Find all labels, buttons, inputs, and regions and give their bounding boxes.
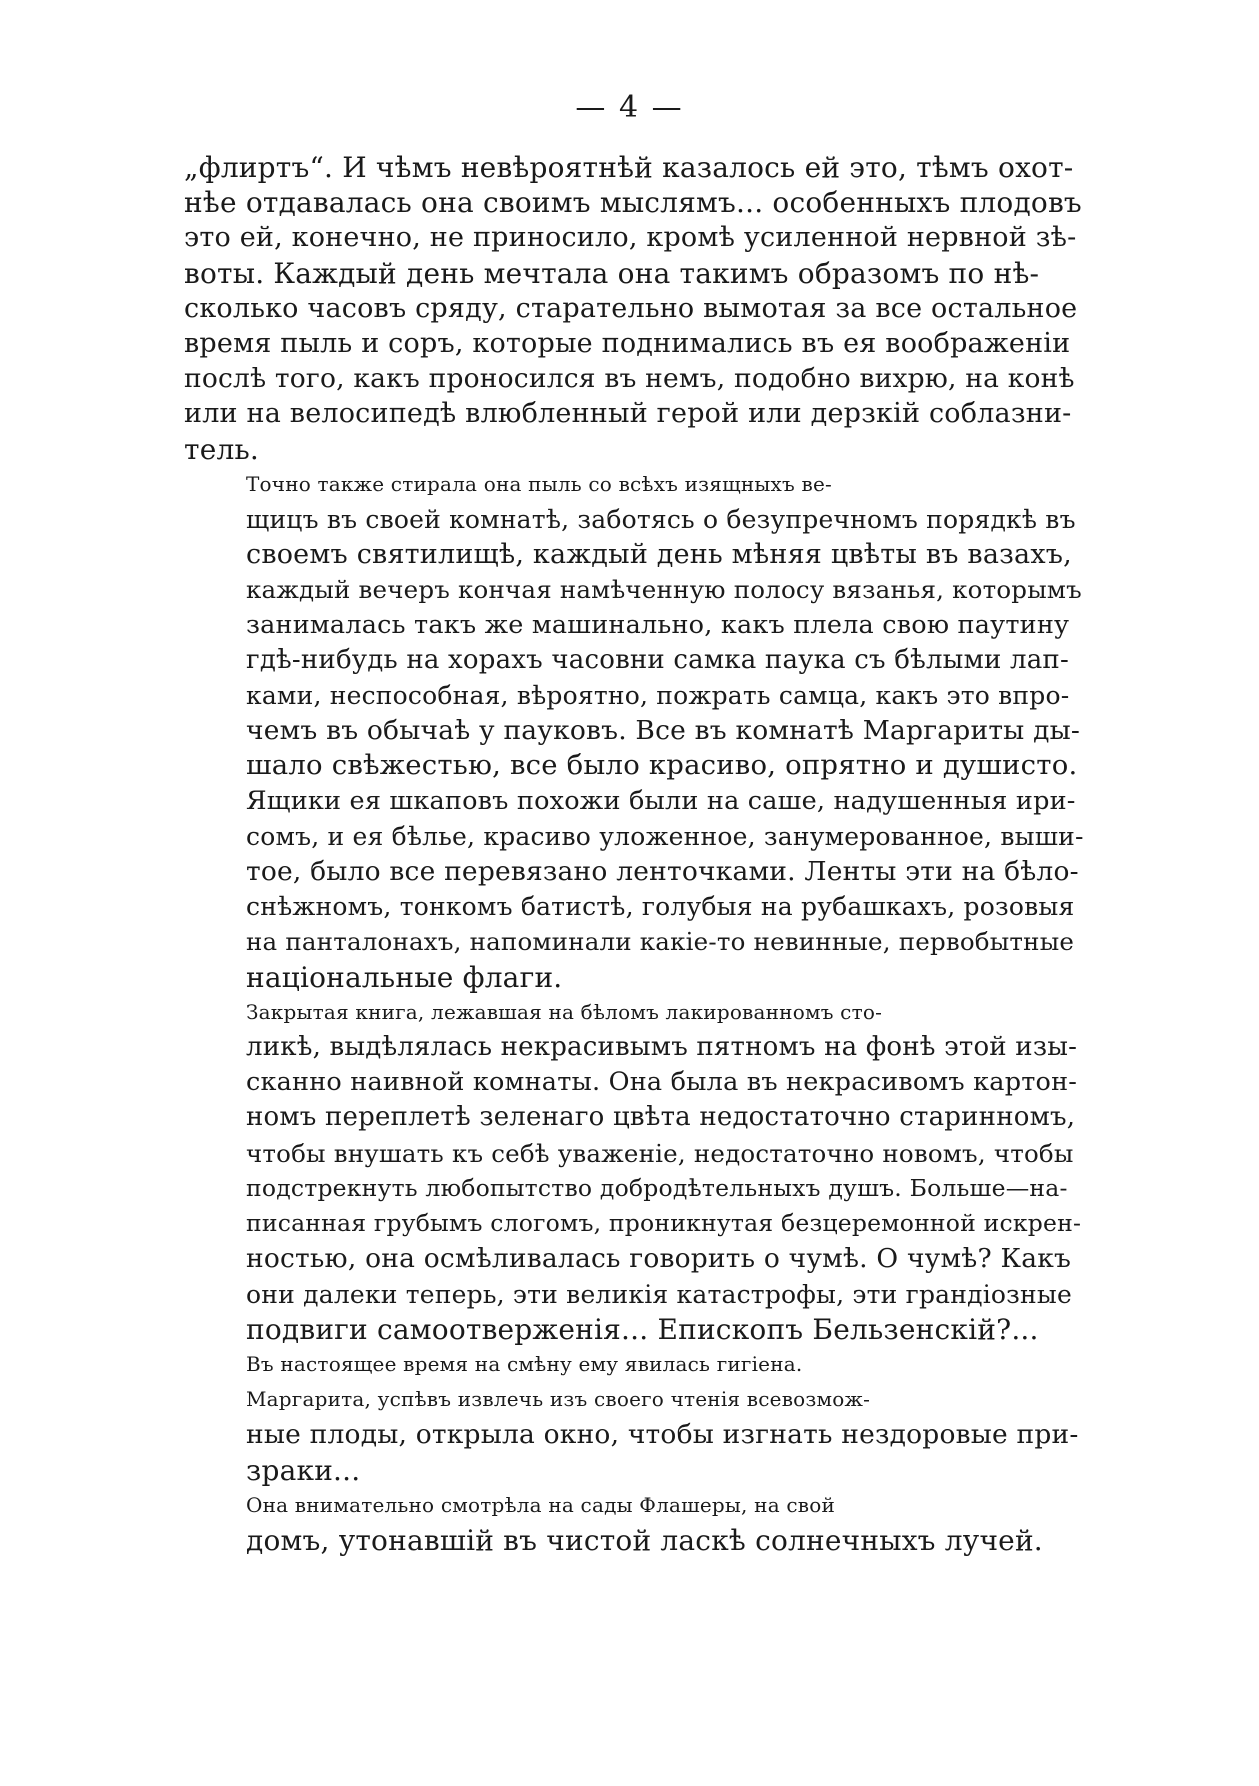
text-line: подвиги самоотверженія... Епископъ Бельзенскій?...: [246, 1312, 1039, 1346]
text-line: щицъ въ своей комнатѣ, заботясь о безупречномъ порядкѣ въ: [246, 505, 1076, 535]
text-line: Ящики ея шкаповъ похожи были на саше, надушенныя ири-: [246, 785, 1076, 816]
paragraph: [184, 1347, 1084, 1382]
text-line: національные флаги.: [246, 960, 563, 994]
page-number: — 4 —: [575, 90, 684, 125]
text-line: нѣе отдавалась она своимъ мыслямъ... особенныхъ плодовъ: [184, 186, 1082, 220]
text-line: своемъ святилищѣ, каждый день мѣняя цвѣты въ вазахъ,: [246, 539, 1072, 571]
text-line: Маргарита, успѣвъ извлечь изъ своего чтенія всевозмож-: [246, 1387, 871, 1412]
paragraph: [184, 467, 1084, 995]
text-line: сколько часовъ сряду, старательно вымотая за все остальное: [184, 292, 1078, 324]
body-text: [184, 150, 1084, 1558]
text-line: ками, неспособная, вѣроятно, пожрать самца, какъ это впро-: [246, 681, 1070, 711]
text-line: время пыль и соръ, которые поднимались въ ея воображеніи: [184, 328, 1071, 360]
text-line: каждый вечеръ кончая намѣченную полосу вязанья, которымъ: [246, 575, 1082, 605]
text-line: „флиртъ“. И чѣмъ невѣроятнѣй казалось ей это, тѣмъ охот-: [184, 151, 1074, 184]
text-line: или на велосипедѣ влюбленный герой или дерзкій соблазни-: [184, 398, 1072, 430]
text-line: номъ переплетѣ зеленаго цвѣта недостаточно старинномъ,: [246, 1102, 1076, 1133]
text-line: снѣжномъ, тонкомъ батистѣ, голубыя на рубашкахъ, розовыя: [246, 892, 1075, 922]
text-line: подстрекнуть любопытство добродѣтельныхъ душъ. Больше—на-: [246, 1173, 1068, 1202]
paragraph: [184, 1382, 1084, 1488]
text-line: зраки...: [246, 1453, 361, 1487]
paragraph: [184, 995, 1084, 1347]
text-line: это ей, конечно, не приносило, кромѣ усиленной нервной зѣ-: [184, 222, 1077, 254]
text-line: чемъ въ обычаѣ у пауковъ. Все въ комнатѣ Маргариты ды-: [246, 715, 1081, 747]
text-line: ликѣ, выдѣлялась некрасивымъ пятномъ на фонѣ этой изы-: [246, 1032, 1078, 1063]
paragraph: [184, 1488, 1084, 1558]
text-line: Она внимательно смотрѣла на сады Флашеры, на свой: [246, 1492, 836, 1517]
text-line: ные плоды, открыла окно, чтобы изгнать нездоровые при-: [246, 1419, 1079, 1451]
text-line: Точно также стирала она пыль со всѣхъ изящныхъ ве-: [246, 471, 832, 496]
text-line: шало свѣжестью, все было красиво, опрятно и душисто.: [246, 749, 1078, 782]
text-line: сомъ, и ея бѣлье, красиво уложенное, занумерованное, выши-: [246, 821, 1084, 851]
text-line: на панталонахъ, напоминали какіе-то невинные, первобытные: [246, 927, 1075, 957]
text-line: Въ настоящее время на смѣну ему явилась гигіена.: [246, 1351, 803, 1376]
text-line: гдѣ-нибудь на хорахъ часовни самка паука съ бѣлыми лап-: [246, 644, 1069, 675]
text-line: воты. Каждый день мечтала она такимъ образомъ по нѣ-: [184, 256, 1040, 290]
text-line: чтобы внушать къ себѣ уваженіе, недостаточно новомъ, чтобы: [246, 1138, 1074, 1168]
text-line: тое, было все перевязано ленточками. Ленты эти на бѣло-: [246, 856, 1079, 888]
text-line: они далеки теперь, эти великія катастрофы, эти грандіозные: [246, 1279, 1072, 1309]
text-line: писанная грубымъ слогомъ, проникнутая безцеремонной искрен-: [246, 1209, 1082, 1238]
text-line: сканно наивной комнаты. Она была въ некрасивомъ картон-: [246, 1067, 1078, 1098]
text-line: ностью, она осмѣливалась говорить о чумѣ. О чумѣ? Какъ: [246, 1243, 1072, 1275]
text-line: тель.: [184, 432, 259, 466]
text-line: послѣ того, какъ проносился въ немъ, подобно вихрю, на конѣ: [184, 363, 1075, 395]
text-line: Закрытая книга, лежавшая на бѣломъ лакированномъ сто-: [246, 999, 883, 1024]
text-line: занималась такъ же машинально, какъ плела свою паутину: [246, 609, 1070, 640]
text-line: домъ, утонавшій въ чистой ласкѣ солнечныхъ лучей.: [246, 1523, 1043, 1557]
paragraph: [184, 150, 1084, 467]
